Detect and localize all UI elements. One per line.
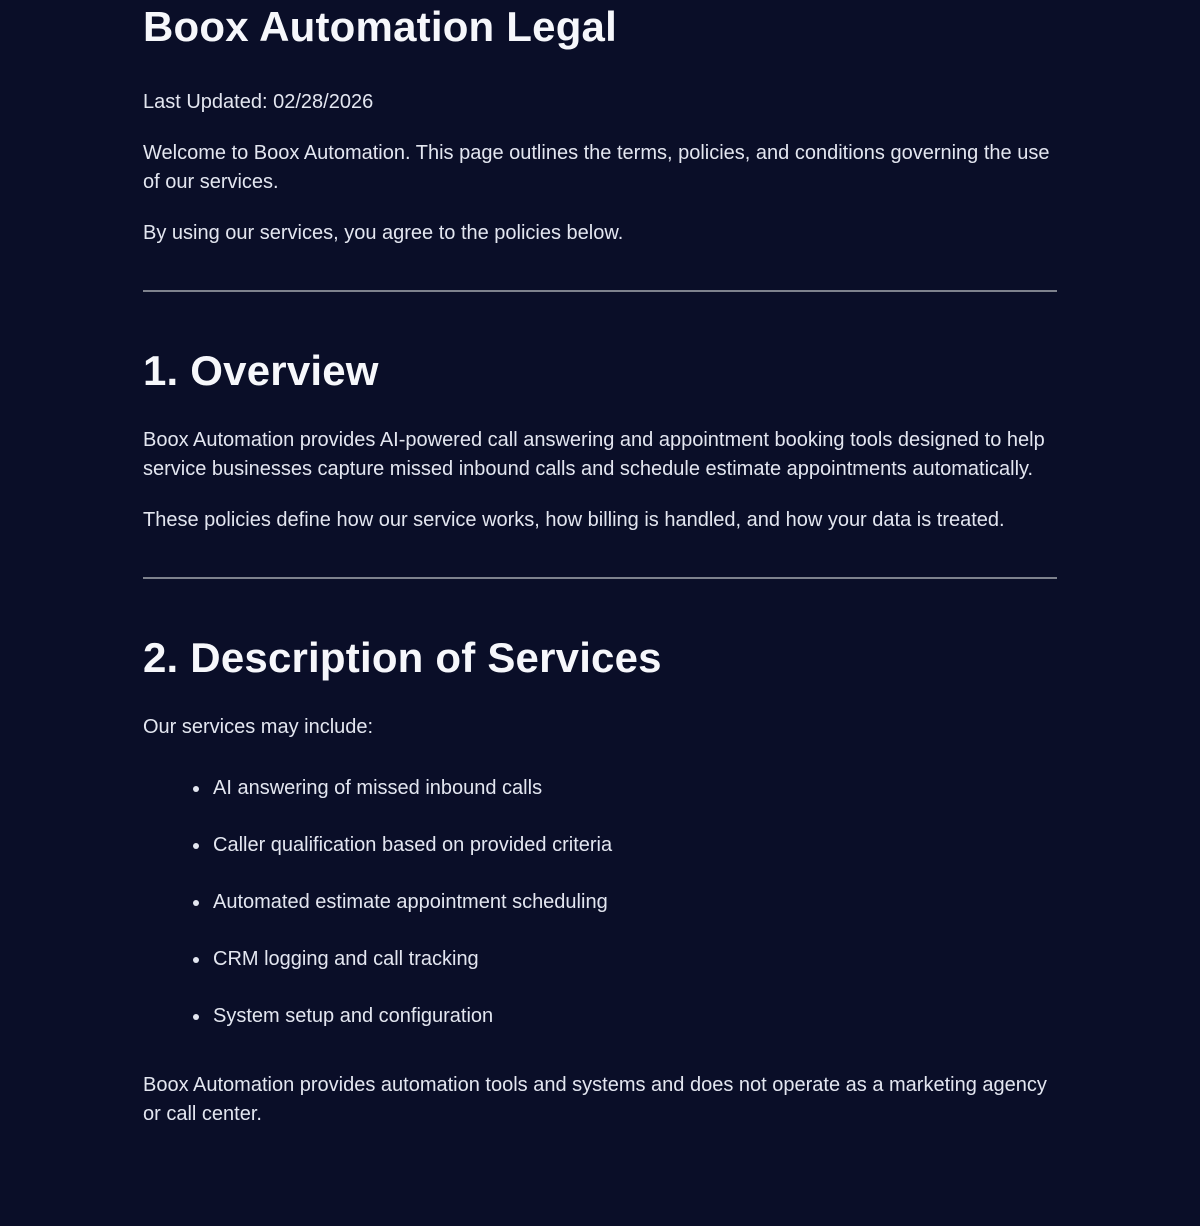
section-divider: [143, 577, 1057, 579]
list-item: • CRM logging and call tracking: [211, 945, 1057, 974]
list-item: • Automated estimate appointment scheduling: [211, 888, 1057, 917]
list-item: • System setup and configuration: [211, 1002, 1057, 1031]
intro-paragraph-2: By using our services, you agree to the policies below.: [143, 222, 624, 244]
list-item: • AI answering of missed inbound calls: [211, 774, 1057, 803]
last-updated-text: Last Updated: 02/28/2026: [143, 91, 374, 113]
list-item: • Caller qualification based on provided criteria: [211, 831, 1057, 860]
section-heading-overview: 1. Overview: [143, 347, 379, 394]
page-title: Boox Automation Legal: [143, 3, 617, 50]
legal-document: [143, 0, 1057, 1181]
services-lead-text: Our services may include:: [143, 716, 374, 738]
services-disclaimer-paragraph: Boox Automation provides automation tools and systems and does not operate as a marketing agency or call center.: [143, 1074, 1047, 1125]
section-divider: [143, 290, 1057, 292]
overview-paragraph-1: Boox Automation provides AI-powered call answering and appointment booking tools designed to help service businesses capture missed inbound calls and schedule estimate appointments automatically.: [143, 429, 1045, 480]
intro-paragraph-1: Welcome to Boox Automation. This page outlines the terms, policies, and conditions governing the use of our services.: [143, 142, 1050, 193]
services-list: [143, 774, 1057, 1031]
overview-paragraph-2: These policies define how our service works, how billing is handled, and how your data is treated.: [143, 509, 1005, 531]
section-heading-description-of-services: 2. Description of Services: [143, 634, 662, 681]
